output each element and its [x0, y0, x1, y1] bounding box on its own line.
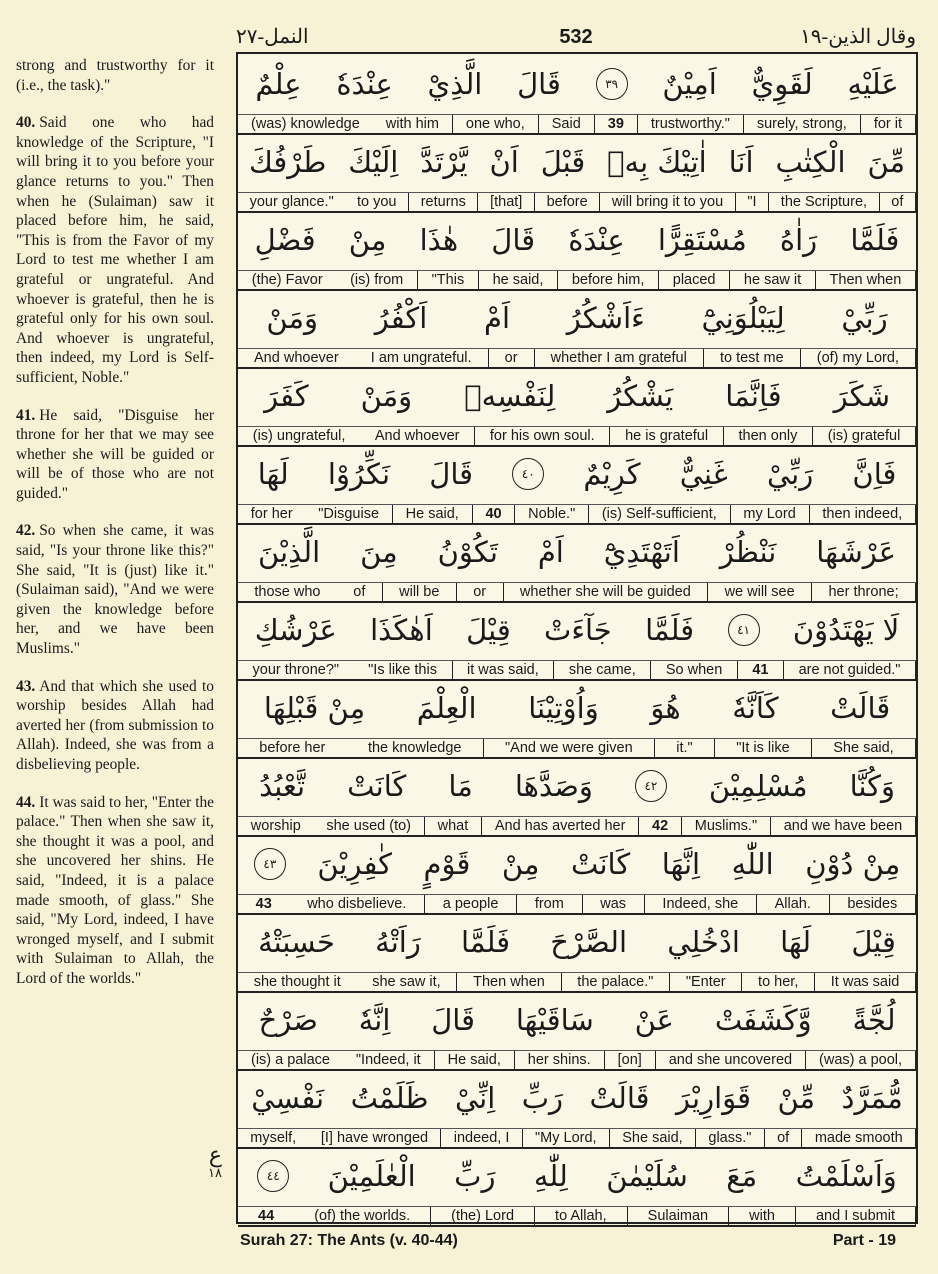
- word-translation-cell: it.": [655, 739, 715, 757]
- arabic-word: اِلَيْكَ: [348, 145, 399, 179]
- arabic-word: قَالَتْ: [830, 691, 891, 725]
- word-translation-cell: (was) a pool,: [806, 1051, 916, 1069]
- word-translation-cell: He said,: [393, 505, 473, 523]
- arabic-line: [238, 132, 916, 193]
- interlinear-row: [238, 990, 916, 1071]
- arabic-word: شَكَرَ: [833, 379, 890, 413]
- arabic-word: اَهٰكَذَا: [370, 613, 433, 647]
- verse-number: 40.: [16, 114, 36, 132]
- arabic-word: لُجَّةً: [852, 1003, 896, 1037]
- ayah-end-marker: ٤٣: [254, 848, 286, 880]
- translation-commentary: [16, 56, 214, 1007]
- arabic-line: [238, 600, 916, 661]
- arabic-word: قَوْمٍ: [423, 847, 471, 881]
- arabic-line: [238, 444, 916, 505]
- word-translation-cell: He said,: [435, 1051, 515, 1069]
- arabic-word: اَكْفُرُ: [374, 301, 428, 335]
- arabic-word: قِيْلَ: [851, 925, 896, 959]
- arabic-word: قَالَتْ: [589, 1081, 650, 1115]
- word-translation-cell: was: [583, 895, 645, 913]
- word-translation-cell: she thought it: [253, 974, 341, 990]
- arabic-word: صَرْحٌ: [258, 1003, 318, 1037]
- arabic-word: فَضْلِ: [254, 223, 316, 257]
- arabic-word: مِنَ: [360, 535, 398, 569]
- arabic-word: اللّٰهِ: [731, 847, 774, 881]
- arabic-word: ءَاَشْكُرُ: [566, 301, 645, 335]
- ayah-end-marker: ٣٩: [596, 68, 628, 100]
- word-translation-cell: [that]: [478, 193, 534, 211]
- word-translation-cell: [I] have wronged: [309, 1129, 442, 1147]
- word-translation-cell: your glance.": [249, 194, 334, 210]
- word-translation-cell: will be: [383, 583, 457, 601]
- arabic-line: [238, 756, 916, 817]
- arabic-word: فَلَمَّا: [850, 223, 900, 257]
- word-translation-cell: then only: [724, 427, 813, 445]
- word-translation-cell: those who: [254, 584, 321, 600]
- word-translation-cell: She said,: [812, 739, 916, 757]
- word-translation-cell: "Is like this: [354, 661, 453, 679]
- interlinear-row: [238, 210, 916, 291]
- arabic-word: قَالَ: [517, 67, 561, 101]
- arabic-word: وَكُنَّا: [849, 769, 895, 803]
- ayah-end-marker: ٤١: [728, 614, 760, 646]
- arabic-word: عَنْ: [634, 1003, 674, 1037]
- verse-translation-text: So when she came, it was said, "Is your throne like this?" She said, "It is (just) like it." (Sulaiman said), "And we were given the knowledge before her, and we have been Muslims.": [16, 522, 214, 658]
- arabic-word: وَمَنْ: [266, 301, 319, 335]
- arabic-word: يَّرْتَدَّ: [420, 145, 468, 179]
- interlinear-row: [238, 54, 916, 135]
- word-translation-cell: [on]: [605, 1051, 656, 1069]
- word-translation-cell: Muslims.": [682, 817, 771, 835]
- word-translation-cell: to her,: [742, 973, 815, 991]
- commentary-paragraph: [16, 521, 214, 658]
- verse-translation-text: And that which she used to worship besides Allah had averted her (from submission to Allah). Indeed, she was from a disbelieving people.: [16, 677, 214, 773]
- verse-number: 41.: [16, 406, 36, 424]
- word-translation-cell: her shins.: [515, 1051, 605, 1069]
- word-translation-cell: for it: [861, 115, 916, 133]
- interlinear-row: [238, 444, 916, 525]
- ruku-margin-mark: [208, 1144, 222, 1179]
- word-translation-cell: whether she will be guided: [504, 583, 709, 601]
- interlinear-row: [238, 678, 916, 759]
- arabic-word: الصَّرْحَ: [550, 925, 628, 959]
- arabic-word: هُوَ: [650, 691, 681, 725]
- arabic-word: مُسْلِمِيْنَ: [708, 769, 808, 803]
- part-name-arabic: وقال الذين-١٩: [800, 26, 916, 48]
- interlinear-row: [238, 288, 916, 369]
- word-translation-cell: who disbelieve.: [290, 895, 426, 913]
- word-translation-cell: to you: [345, 193, 409, 211]
- interlinear-row: [238, 1068, 916, 1149]
- word-translation-cell: with him: [373, 115, 453, 133]
- word-translation-cell: Allah.: [757, 895, 830, 913]
- verse-number: 42.: [16, 522, 36, 540]
- ayah-end-marker: ٤٢: [635, 770, 667, 802]
- word-translation-cell: "Enter: [670, 973, 742, 991]
- surah-label: Surah 27: The Ants (v. 40-44): [240, 1232, 458, 1249]
- word-translation-cell: glass.": [696, 1129, 765, 1147]
- arabic-word: اَنَا: [728, 145, 754, 179]
- arabic-word: اٰتِيْكَ بِهٖ: [607, 145, 707, 179]
- arabic-word: لَهَا: [780, 925, 812, 959]
- arabic-word: نَنْظُرْ: [719, 535, 777, 569]
- arabic-word: قَالَ: [491, 223, 536, 257]
- verse-translation-text: strong and trustworthy for it (i.e., the task).": [16, 57, 214, 94]
- word-translation-cell: (is) from: [336, 271, 418, 289]
- arabic-word: حَسِبَتْهُ: [258, 925, 335, 959]
- arabic-word: رَبِّيْ: [841, 301, 888, 335]
- verse-number-cell: 44: [258, 1208, 275, 1224]
- arabic-word: الْكِتٰبِ: [775, 145, 846, 179]
- word-translation-cell: the palace.": [562, 973, 671, 991]
- word-translation-cell: or: [489, 349, 535, 367]
- verse-number-cell: 39: [595, 115, 638, 133]
- arabic-word: مِّنْ: [777, 1081, 816, 1115]
- verse-number-cell: 42: [639, 817, 682, 835]
- arabic-word: اِنَّهٗ: [358, 1003, 391, 1037]
- word-translation-cell: (is) ungrateful,: [252, 428, 346, 444]
- arabic-word: الَّذِيْ: [427, 67, 483, 101]
- word-translation-cell: she used (to): [314, 817, 425, 835]
- word-translation-cell: And whoever: [254, 350, 339, 366]
- word-translation-cell: returns: [409, 193, 478, 211]
- word-translation-cell: (of) my Lord,: [801, 349, 916, 367]
- word-translation-cell: worship: [250, 818, 301, 834]
- interlinear-row: [238, 522, 916, 603]
- word-translation-cell: before: [535, 193, 600, 211]
- page-header: [236, 24, 916, 54]
- arabic-word: وَاُوْتِيْنَا: [528, 691, 599, 725]
- word-translation-cell: and she uncovered: [656, 1051, 806, 1069]
- word-translation-cell: "This: [418, 271, 479, 289]
- arabic-word: مُسْتَقِرًّا: [657, 223, 747, 257]
- arabic-word: عِنْدَهٗ: [568, 223, 625, 257]
- arabic-word: يَشْكُرُ: [607, 379, 674, 413]
- word-translation-cell: to Allah,: [535, 1207, 628, 1225]
- arabic-line: [238, 912, 916, 973]
- ruku-number: ١٨: [208, 1165, 222, 1180]
- interlinear-row: [238, 366, 916, 447]
- word-translation-cell: (the) Lord: [431, 1207, 535, 1225]
- word-translation-cell: of: [765, 1129, 803, 1147]
- word-translation-cell: from: [517, 895, 582, 913]
- arabic-line: [238, 990, 916, 1051]
- word-translation-cell: the knowledge: [347, 739, 484, 757]
- arabic-word: ظَلَمْتُ: [350, 1081, 429, 1115]
- arabic-word: هٰذَا: [419, 223, 459, 257]
- verse-translation-text: It was said to her, "Enter the palace." Then when she saw it, she thought it was a pool, and she uncovered her shins. He said, "Indeed, it is a palace made smooth, of glass." She said, "My Lord, indeed, I have wronged myself, and I submit with Sulaiman to Allah, the Lord of the worlds.": [16, 793, 214, 987]
- arabic-word: عَلَيْهِ: [847, 67, 899, 101]
- arabic-word: تَّعْبُدُ: [259, 769, 306, 803]
- word-translation-cell: a people: [425, 895, 517, 913]
- word-translation-cell: for his own soul.: [475, 427, 610, 445]
- verse-number-cell: 41: [738, 661, 784, 679]
- word-translation-cell: with: [729, 1207, 796, 1225]
- word-translation-cell: "Indeed, it: [343, 1051, 435, 1069]
- interlinear-panel: [236, 52, 918, 1224]
- word-translation-cell: "I: [736, 193, 769, 211]
- commentary-paragraph: [16, 677, 214, 775]
- word-translation-cell: indeed, I: [441, 1129, 522, 1147]
- arabic-word: لِلّٰهِ: [533, 1159, 568, 1193]
- arabic-word: وَّكَشَفَتْ: [714, 1003, 812, 1037]
- arabic-line: [238, 366, 916, 427]
- word-translation-cell: Said: [539, 115, 595, 133]
- commentary-paragraph: [16, 406, 214, 504]
- word-translation-cell: then indeed,: [810, 505, 916, 523]
- word-translation-cell: what: [425, 817, 482, 835]
- word-translation-cell: "My Lord,: [523, 1129, 610, 1147]
- word-translation-cell: she saw it,: [357, 973, 458, 991]
- word-translation-cell: besides: [830, 895, 916, 913]
- word-translation-cell: my Lord: [731, 505, 810, 523]
- arabic-word: نَفْسِيْ: [251, 1081, 325, 1115]
- arabic-word: مِنْ دُوْنِ: [805, 847, 901, 881]
- word-translation-cell: "Disguise: [305, 505, 392, 523]
- word-translation-cell: her throne;: [812, 583, 916, 601]
- word-translation-cell: And whoever: [360, 427, 475, 445]
- arabic-word: عَرْشَهَا: [816, 535, 897, 569]
- word-translation-cell: he said,: [479, 271, 558, 289]
- word-translation-cell: whether I am grateful: [535, 349, 704, 367]
- word-translation-cell: of: [880, 193, 916, 211]
- word-translation-cell: Then when: [816, 271, 916, 289]
- word-translation-cell: to test me: [704, 349, 801, 367]
- word-translation-cell: she came,: [554, 661, 651, 679]
- word-translation-cell: (of) the worlds.: [294, 1207, 431, 1225]
- arabic-word: كَرِيْمٌ: [583, 457, 641, 491]
- arabic-word: قَالَ: [431, 1003, 475, 1037]
- arabic-word: كَانَتْ: [347, 769, 407, 803]
- arabic-word: فَلَمَّا: [461, 925, 511, 959]
- interlinear-row: [238, 756, 916, 837]
- arabic-word: لِنَفْسِهٖ: [464, 379, 556, 413]
- arabic-line: [238, 54, 916, 115]
- word-translation-cell: Sulaiman: [628, 1207, 729, 1225]
- word-translation-cell: and we have been: [771, 817, 916, 835]
- word-translation-cell: before him,: [558, 271, 659, 289]
- arabic-word: مِّنَ: [867, 145, 906, 179]
- arabic-word: رَبِّ: [454, 1159, 496, 1193]
- word-translation-cell: he saw it: [730, 271, 816, 289]
- commentary-paragraph: [16, 56, 214, 95]
- verse-number-cell: 40: [473, 505, 516, 523]
- word-translation-cell: She said,: [610, 1129, 696, 1147]
- arabic-word: رَاَتْهُ: [375, 925, 421, 959]
- word-translation-cell: Indeed, she: [645, 895, 757, 913]
- arabic-word: كَانَتْ: [571, 847, 631, 881]
- arabic-word: مُّمَرَّدٌ: [841, 1081, 903, 1115]
- arabic-word: ادْخُلِي: [667, 925, 740, 959]
- arabic-word: قَوَارِيْرَ: [676, 1081, 751, 1115]
- arabic-word: اِنَّهَا: [661, 847, 701, 881]
- arabic-word: مَا: [448, 769, 473, 803]
- arabic-word: وَمَنْ: [360, 379, 413, 413]
- arabic-line: [238, 210, 916, 271]
- arabic-word: قَبْلَ: [540, 145, 586, 179]
- word-translation-cell: (the) Favor: [251, 272, 323, 288]
- word-translation-cell: placed: [659, 271, 730, 289]
- arabic-word: رَاٰهُ: [779, 223, 818, 257]
- word-translation-cell: And has averted her: [482, 817, 639, 835]
- arabic-word: عَرْشُكِ: [254, 613, 337, 647]
- interlinear-row: [238, 600, 916, 681]
- word-translation-cell: it was said,: [453, 661, 555, 679]
- arabic-word: نَكِّرُوْا: [327, 457, 391, 491]
- interlinear-row: [238, 1146, 916, 1227]
- word-translation-cell: will bring it to you: [600, 193, 735, 211]
- arabic-word: رَبِّيْ: [767, 457, 814, 491]
- arabic-word: مِنْ: [348, 223, 387, 257]
- arabic-word: كٰفِرِيْنَ: [317, 847, 392, 881]
- word-translation-cell: or: [457, 583, 504, 601]
- arabic-word: الْعٰلَمِيْنَ: [327, 1159, 416, 1193]
- arabic-word: فَاِنَّ: [852, 457, 897, 491]
- arabic-word: تَكُوْنُ: [437, 535, 498, 569]
- verse-translation-text: Said one who had knowledge of the Scripture, "I will bring it to you before your glance returns to you." Then when he (Sulaiman) saw it placed before him, he said, "This is from the Favor of my Lord to test me whether I am grateful or ungrateful. And whoever is grateful, then he is grateful only for his own soul. And whoever is ungrateful, then indeed, my Lord is Self-sufficient, Noble.": [16, 114, 214, 386]
- arabic-line: [238, 834, 916, 895]
- arabic-word: رَبِّ: [521, 1081, 564, 1115]
- arabic-word: مَعَ: [726, 1159, 758, 1193]
- word-translation-cell: he is grateful: [610, 427, 723, 445]
- arabic-line: [238, 1068, 916, 1129]
- arabic-word: اَمْ: [484, 301, 511, 335]
- interlinear-row: [238, 834, 916, 915]
- arabic-line: [238, 678, 916, 739]
- surah-name-arabic: النمل-٢٧: [236, 26, 309, 48]
- arabic-word: عِلْمٌ: [255, 67, 302, 101]
- arabic-word: فَلَمَّا: [645, 613, 695, 647]
- word-translation-cell: Noble.": [515, 505, 589, 523]
- arabic-word: اَتَهْتَدِيْٓ: [603, 535, 680, 569]
- word-translation-cell: we will see: [708, 583, 812, 601]
- arabic-word: الْعِلْمَ: [416, 691, 477, 725]
- arabic-word: مِنْ: [501, 847, 540, 881]
- word-translation-cell: So when: [651, 661, 738, 679]
- arabic-word: اِنِّيْ: [454, 1081, 496, 1115]
- arabic-word: اَنْ: [489, 145, 519, 179]
- page-number: 532: [559, 26, 593, 48]
- word-translation-cell: and I submit: [796, 1207, 916, 1225]
- arabic-word: مِنْ قَبْلِهَا: [263, 691, 366, 725]
- arabic-word: اَمِيْنٌ: [662, 67, 717, 101]
- ruku-symbol: ع: [208, 1142, 222, 1167]
- arabic-word: قَالَ: [429, 457, 474, 491]
- word-translation-cell: Then when: [457, 973, 561, 991]
- word-translation-cell: are not guided.": [784, 661, 916, 679]
- arabic-line: [238, 522, 916, 583]
- word-translation-cell: one who,: [453, 115, 539, 133]
- word-translation-cell: "It is like: [715, 739, 812, 757]
- word-translation-cell: your throne?": [252, 662, 340, 678]
- arabic-word: لِيَبْلُوَنِيْٓ: [701, 301, 785, 335]
- interlinear-row: [238, 912, 916, 993]
- word-translation-cell: of: [337, 583, 383, 601]
- word-translation-cell: "And we were given: [484, 739, 655, 757]
- verse-number: 44.: [16, 793, 36, 811]
- arabic-word: جَآءَتْ: [544, 613, 612, 647]
- arabic-word: سَاقَيْهَا: [515, 1003, 594, 1037]
- commentary-paragraph: [16, 793, 214, 989]
- word-translation-cell: I am ungrateful.: [355, 349, 489, 367]
- word-translation-cell: the Scripture,: [769, 193, 879, 211]
- ayah-end-marker: ٤٤: [257, 1160, 289, 1192]
- arabic-word: كَفَرَ: [264, 379, 309, 413]
- arabic-word: اَمْ: [537, 535, 564, 569]
- verse-translation-text: He said, "Disguise her throne for her that we may see whether she will be guided or will be of those who are not guided.": [16, 406, 214, 502]
- arabic-word: الَّذِيْنَ: [257, 535, 321, 569]
- interlinear-row: [238, 132, 916, 213]
- word-translation-line: [238, 1207, 916, 1227]
- arabic-word: غَنِيٌّ: [679, 457, 728, 491]
- commentary-paragraph: [16, 113, 214, 387]
- word-translation-cell: (is) a palace: [250, 1052, 330, 1068]
- word-translation-cell: trustworthy.": [638, 115, 744, 133]
- arabic-word: كَاَنَّهٗ: [732, 691, 779, 725]
- part-label: Part - 19: [832, 1232, 896, 1249]
- word-translation-cell: (is) Self-sufficient,: [589, 505, 731, 523]
- ayah-end-marker: ٤٠: [512, 458, 544, 490]
- arabic-word: لَا يَهْتَدُوْنَ: [792, 613, 900, 647]
- verse-number: 43.: [16, 677, 36, 695]
- arabic-word: قِيْلَ: [466, 613, 511, 647]
- word-translation-cell: for her: [250, 506, 293, 522]
- arabic-word: فَاِنَّمَا: [725, 379, 782, 413]
- arabic-word: لَقَوِيٌّ: [751, 67, 813, 101]
- verse-number-cell: 43: [255, 896, 272, 912]
- word-translation-cell: (was) knowledge: [250, 116, 360, 132]
- word-translation-cell: made smooth: [802, 1129, 916, 1147]
- word-translation-cell: before her: [259, 740, 326, 756]
- arabic-word: عِنْدَهٗ: [336, 67, 393, 101]
- word-translation-cell: (is) grateful: [813, 427, 916, 445]
- arabic-line: [238, 1146, 916, 1207]
- arabic-word: وَصَدَّهَا: [514, 769, 593, 803]
- arabic-word: وَاَسْلَمْتُ: [795, 1159, 897, 1193]
- word-translation-cell: myself,: [250, 1130, 297, 1146]
- arabic-line: [238, 288, 916, 349]
- word-translation-cell: It was said: [815, 973, 916, 991]
- arabic-word: سُلَيْمٰنَ: [606, 1159, 688, 1193]
- arabic-word: لَهَا: [257, 457, 289, 491]
- arabic-word: طَرْفُكَ: [248, 145, 327, 179]
- word-translation-cell: surely, strong,: [744, 115, 861, 133]
